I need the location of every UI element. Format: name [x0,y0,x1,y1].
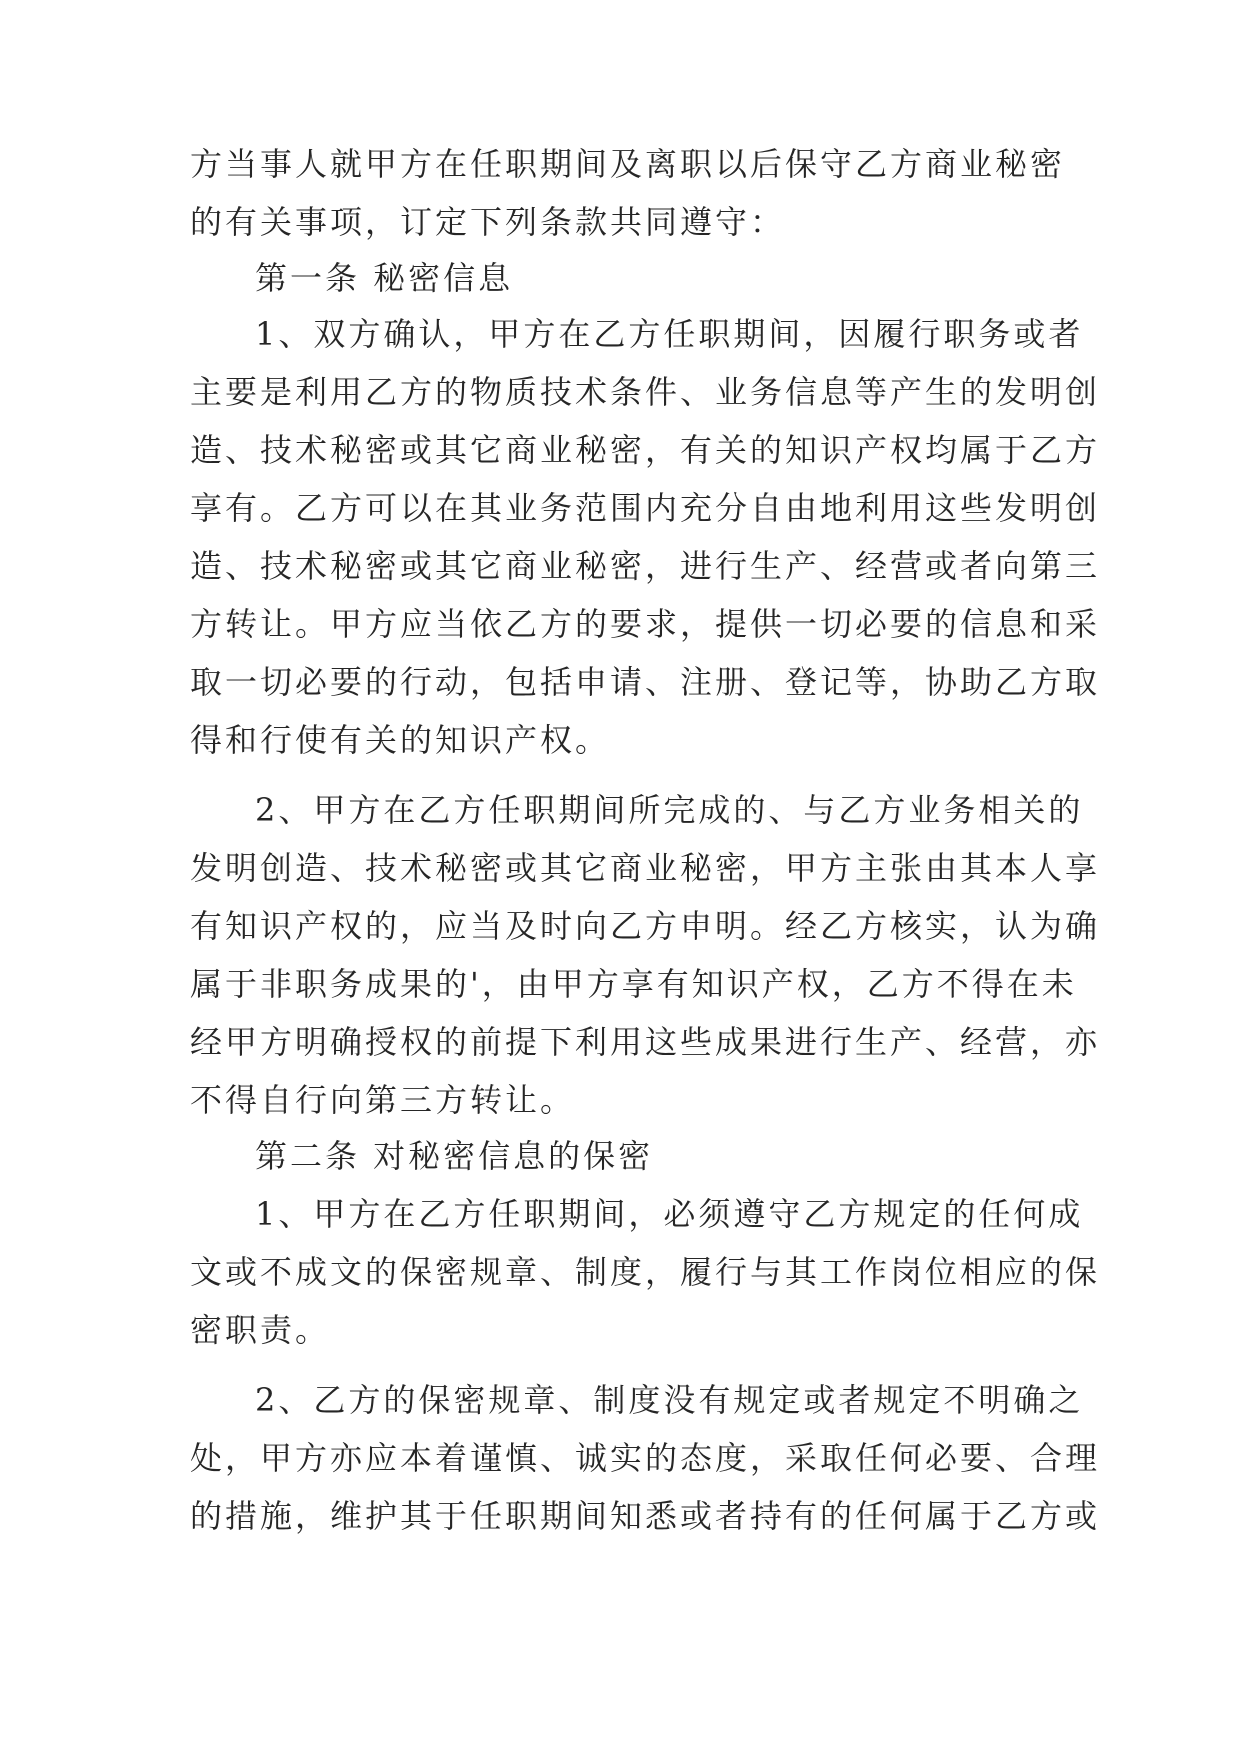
section-heading: 第二条 对秘密信息的保密 [255,1137,654,1175]
text-line: 1、甲方在乙方任职期间，必须遵守乙方规定的任何成 [255,1195,1084,1233]
text-line: 享有。乙方可以在其业务范围内充分自由地利用这些发明创 [190,489,1101,527]
text-line: 的有关事项，订定下列条款共同遵守： [190,203,786,241]
text-line: 取一切必要的行动，包括申请、注册、登记等，协助乙方取 [190,663,1101,701]
text-line: 的措施，维护其于任职期间知悉或者持有的任何属于乙方或 [190,1497,1101,1535]
text-line: 密职责。 [190,1311,331,1349]
text-line: 发明创造、技术秘密或其它商业秘密，甲方主张由其本人享 [190,849,1101,887]
text-line: 处，甲方亦应本着谨慎、诚实的态度，采取任何必要、合理 [190,1439,1101,1477]
text-line: 经甲方明确授权的前提下利用这些成果进行生产、经营，亦 [190,1023,1101,1061]
text-line: 不得自行向第三方转让。 [190,1081,576,1119]
text-line: 2、乙方的保密规章、制度没有规定或者规定不明确之 [255,1381,1084,1419]
text-line: 1、双方确认，甲方在乙方任职期间，因履行职务或者 [255,315,1084,353]
text-line: 造、技术秘密或其它商业秘密，有关的知识产权均属于乙方 [190,431,1101,469]
text-line: 有知识产权的，应当及时向乙方申明。经乙方核实，认为确 [190,907,1101,945]
text-line: 得和行使有关的知识产权。 [190,721,611,759]
text-line: 属于非职务成果的'，由甲方享有知识产权，乙方不得在未 [190,965,1077,1003]
section-heading: 第一条 秘密信息 [255,259,514,297]
text-line: 造、技术秘密或其它商业秘密，进行生产、经营或者向第三 [190,547,1101,585]
text-line: 主要是利用乙方的物质技术条件、业务信息等产生的发明创 [190,373,1101,411]
text-line: 方转让。甲方应当依乙方的要求，提供一切必要的信息和采 [190,605,1101,643]
text-line: 文或不成文的保密规章、制度，履行与其工作岗位相应的保 [190,1253,1101,1291]
text-line: 方当事人就甲方在任职期间及离职以后保守乙方商业秘密 [190,145,1066,183]
text-line: 2、甲方在乙方任职期间所完成的、与乙方业务相关的 [255,791,1084,829]
